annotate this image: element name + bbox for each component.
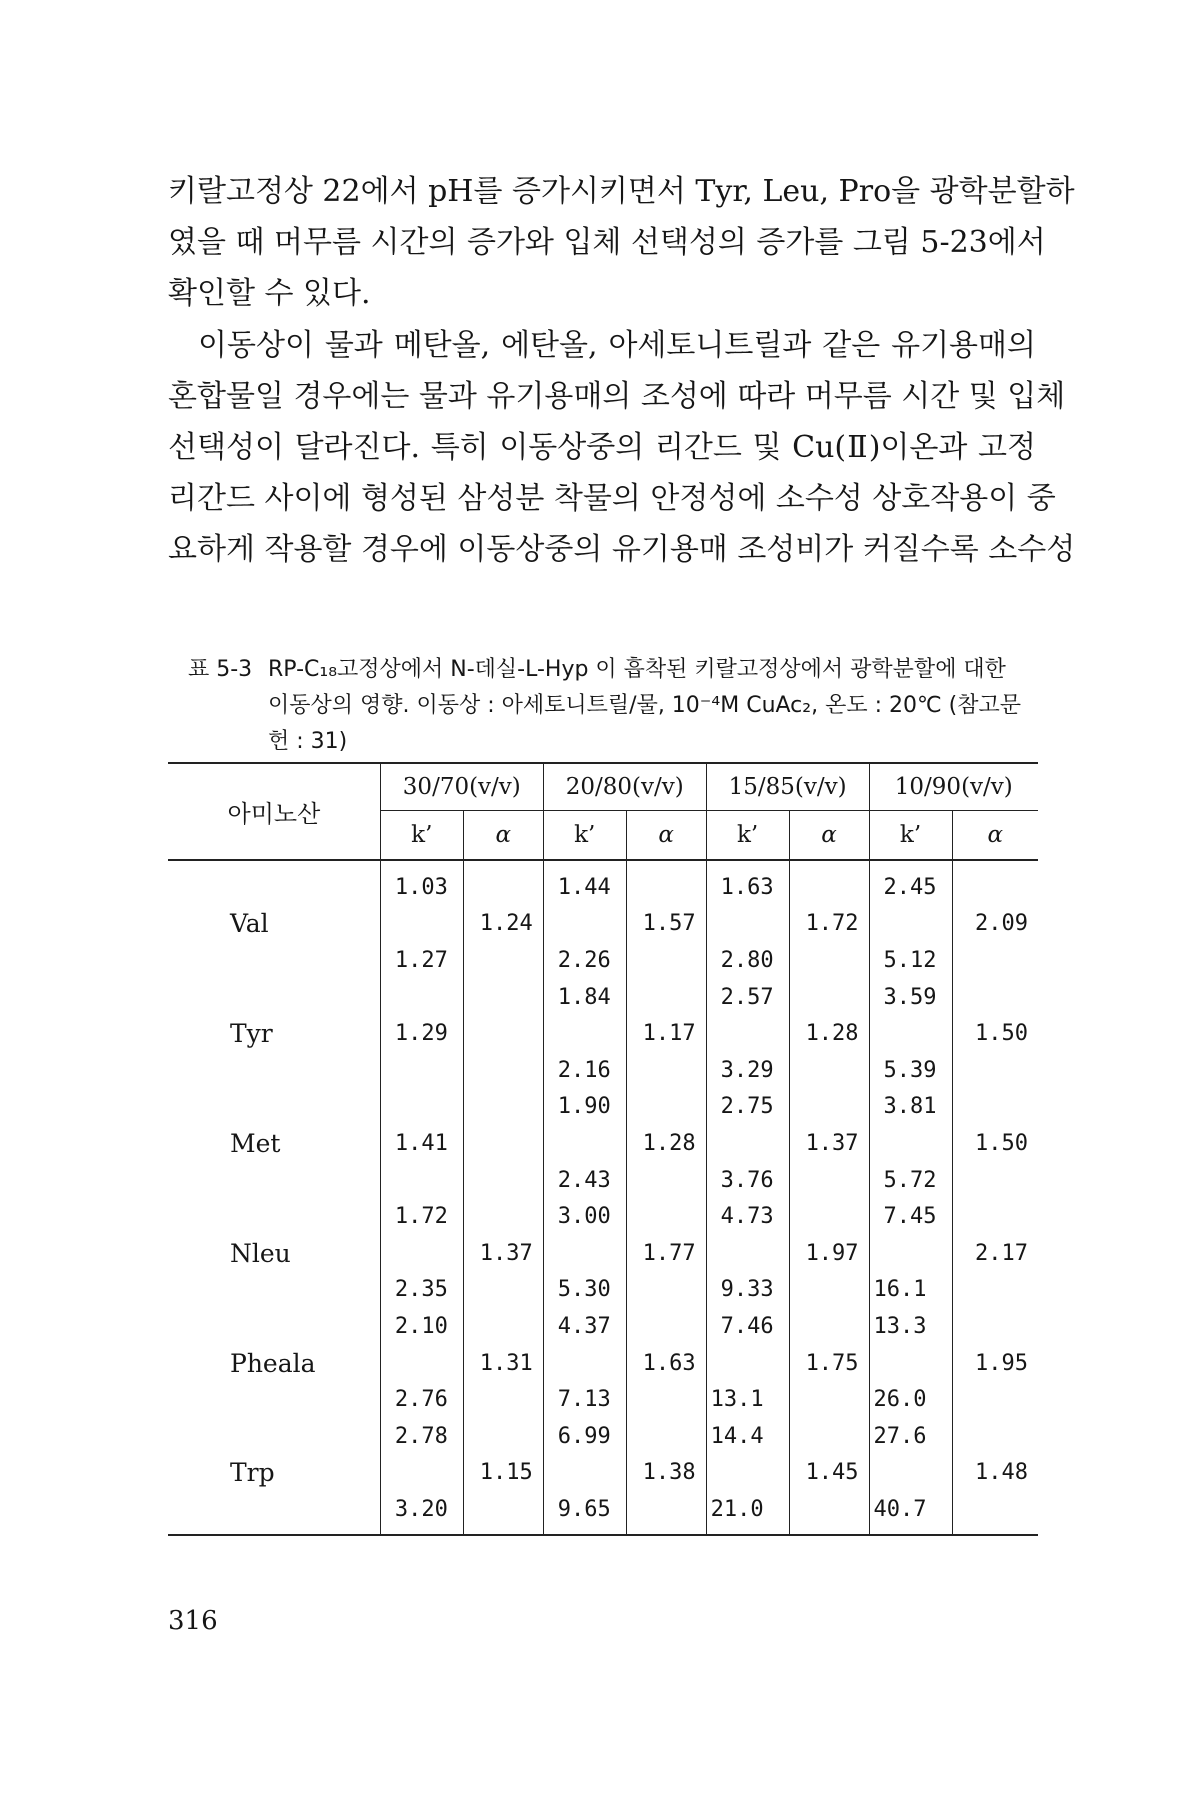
alpha-value-cell — [789, 1162, 869, 1199]
amino-acid-name — [168, 1272, 380, 1309]
alpha-value-cell — [952, 1418, 1038, 1455]
alpha-value-cell — [952, 979, 1038, 1016]
amino-acid-name — [168, 860, 380, 906]
alpha-header: α — [463, 811, 543, 861]
group-header: 10/90(v/v) — [869, 763, 1038, 811]
alpha-value-cell — [463, 942, 543, 979]
k-value-cell: 3.20 — [380, 1491, 463, 1535]
alpha-value-cell — [952, 1198, 1038, 1235]
text-line: 혼합물일 경우에는 물과 유기용매의 조성에 따라 머무름 시간 및 입체 — [168, 379, 1066, 414]
alpha-value-cell: 1.63 — [626, 1345, 706, 1382]
alpha-value-cell — [789, 1052, 869, 1089]
alpha-value-cell — [626, 1381, 706, 1418]
k-header: k’ — [706, 811, 789, 861]
alpha-value-cell — [463, 1198, 543, 1235]
k-value-cell — [869, 1345, 952, 1382]
alpha-value-cell: 1.72 — [789, 906, 869, 943]
text-line: 확인할 수 있다. — [168, 276, 371, 311]
alpha-value-cell — [626, 1089, 706, 1126]
alpha-value-cell — [789, 942, 869, 979]
k-value-cell: 6.99 — [543, 1418, 626, 1455]
alpha-value-cell — [626, 942, 706, 979]
alpha-value-cell — [626, 1272, 706, 1309]
amino-acid-header: 아미노산 — [168, 763, 380, 860]
alpha-value-cell — [463, 1381, 543, 1418]
alpha-value-cell: 2.09 — [952, 906, 1038, 943]
amino-acid-name — [168, 979, 380, 1016]
k-value-cell: 4.37 — [543, 1308, 626, 1345]
alpha-value-cell — [463, 1089, 543, 1126]
amino-acid-name: Trp — [230, 1458, 275, 1488]
alpha-value-cell: 1.28 — [789, 1015, 869, 1052]
table-row — [168, 1455, 1038, 1492]
caption-line: 이동상의 영향. 이동상 : 아세토니트릴/물, 10⁻⁴M CuAc₂, 온도 : 20℃ (참고문 — [268, 693, 1022, 718]
amino-acid-name — [168, 1491, 380, 1535]
alpha-value-cell — [626, 1308, 706, 1345]
k-value-cell: 13.3 — [869, 1308, 952, 1345]
k-value-cell — [543, 1235, 626, 1272]
table-row — [168, 1235, 1038, 1272]
k-value-cell: 26.0 — [869, 1381, 952, 1418]
table-row — [168, 860, 1038, 906]
k-value-cell: 21.0 — [706, 1491, 789, 1535]
k-value-cell: 2.10 — [380, 1308, 463, 1345]
alpha-value-cell — [463, 1015, 543, 1052]
k-value-cell — [380, 1235, 463, 1272]
k-value-cell: 1.27 — [380, 942, 463, 979]
amino-acid-name — [168, 942, 380, 979]
alpha-value-cell — [952, 1089, 1038, 1126]
alpha-value-cell: 1.50 — [952, 1015, 1038, 1052]
k-value-cell — [380, 1455, 463, 1492]
caption-line: RP-C₁₈고정상에서 N-데실-L-Hyp 이 흡착된 키랄고정상에서 광학분할에 대한 — [268, 657, 1006, 682]
k-value-cell: 3.81 — [869, 1089, 952, 1126]
k-value-cell: 2.80 — [706, 942, 789, 979]
table-body — [168, 860, 1038, 1535]
alpha-value-cell — [952, 942, 1038, 979]
k-value-cell: 2.78 — [380, 1418, 463, 1455]
amino-acid-name: Pheala — [230, 1348, 316, 1378]
alpha-value-cell — [463, 1491, 543, 1535]
alpha-value-cell: 1.48 — [952, 1455, 1038, 1492]
k-value-cell — [543, 1345, 626, 1382]
alpha-value-cell: 1.31 — [463, 1345, 543, 1382]
k-value-cell: 2.43 — [543, 1162, 626, 1199]
alpha-value-cell — [952, 1308, 1038, 1345]
alpha-value-cell: 1.24 — [463, 906, 543, 943]
alpha-value-cell — [952, 1272, 1038, 1309]
k-value-cell: 2.45 — [869, 860, 952, 906]
alpha-value-cell — [952, 860, 1038, 906]
k-value-cell: 5.30 — [543, 1272, 626, 1309]
k-value-cell: 7.46 — [706, 1308, 789, 1345]
table-row — [168, 1272, 1038, 1309]
k-value-cell: 9.33 — [706, 1272, 789, 1309]
text-line: 리간드 사이에 형성된 삼성분 착물의 안정성에 소수성 상호작용이 중 — [168, 481, 1056, 516]
k-value-cell — [543, 1015, 626, 1052]
k-value-cell — [543, 1125, 626, 1162]
alpha-value-cell: 1.38 — [626, 1455, 706, 1492]
alpha-value-cell — [626, 1491, 706, 1535]
k-value-cell — [706, 1345, 789, 1382]
k-value-cell — [380, 1162, 463, 1199]
group-header: 20/80(v/v) — [543, 763, 706, 811]
alpha-value-cell: 1.45 — [789, 1455, 869, 1492]
k-value-cell: 3.00 — [543, 1198, 626, 1235]
k-value-cell — [706, 1455, 789, 1492]
k-value-cell — [380, 1345, 463, 1382]
k-header: k’ — [543, 811, 626, 861]
k-value-cell — [706, 906, 789, 943]
caption-text — [268, 652, 1038, 760]
alpha-value-cell — [952, 1491, 1038, 1535]
amino-acid-name: Tyr — [230, 1019, 273, 1049]
k-value-cell: 13.1 — [706, 1381, 789, 1418]
k-value-cell: 9.65 — [543, 1491, 626, 1535]
text-line: 요하게 작용할 경우에 이동상중의 유기용매 조성비가 커질수록 소수성 — [168, 532, 1076, 567]
alpha-header: α — [789, 811, 869, 861]
k-header: k’ — [869, 811, 952, 861]
k-value-cell: 1.41 — [380, 1125, 463, 1162]
table-row — [168, 942, 1038, 979]
k-value-cell: 3.59 — [869, 979, 952, 1016]
alpha-header: α — [952, 811, 1038, 861]
amino-acid-name — [168, 1418, 380, 1455]
table-row — [168, 1345, 1038, 1382]
group-header: 15/85(v/v) — [706, 763, 869, 811]
alpha-value-cell: 1.37 — [463, 1235, 543, 1272]
k-value-cell — [706, 1235, 789, 1272]
alpha-value-cell: 1.97 — [789, 1235, 869, 1272]
alpha-value-cell — [789, 979, 869, 1016]
amino-acid-name — [168, 1308, 380, 1345]
k-value-cell: 7.13 — [543, 1381, 626, 1418]
k-value-cell — [380, 979, 463, 1016]
alpha-header: α — [626, 811, 706, 861]
alpha-value-cell — [463, 1308, 543, 1345]
k-value-cell — [543, 1455, 626, 1492]
k-value-cell — [869, 1125, 952, 1162]
alpha-value-cell: 1.77 — [626, 1235, 706, 1272]
k-value-cell — [706, 1015, 789, 1052]
table-row — [168, 1381, 1038, 1418]
table-row — [168, 1015, 1038, 1052]
alpha-value-cell — [463, 860, 543, 906]
alpha-value-cell — [463, 1272, 543, 1309]
amino-acid-name — [168, 1089, 380, 1126]
paragraph-2 — [168, 320, 1076, 575]
alpha-value-cell — [626, 979, 706, 1016]
page-number: 316 — [168, 1606, 218, 1636]
k-value-cell: 1.90 — [543, 1089, 626, 1126]
data-table — [168, 762, 1038, 1536]
alpha-value-cell — [626, 1418, 706, 1455]
alpha-value-cell — [789, 1198, 869, 1235]
k-value-cell: 4.73 — [706, 1198, 789, 1235]
table-row — [168, 1052, 1038, 1089]
amino-acid-name: Nleu — [230, 1238, 291, 1268]
alpha-value-cell — [952, 1052, 1038, 1089]
table-row — [168, 1198, 1038, 1235]
amino-acid-name — [168, 1381, 380, 1418]
alpha-value-cell — [789, 1491, 869, 1535]
alpha-value-cell — [789, 1272, 869, 1309]
k-value-cell: 5.72 — [869, 1162, 952, 1199]
alpha-value-cell: 1.28 — [626, 1125, 706, 1162]
k-value-cell: 5.12 — [869, 942, 952, 979]
alpha-value-cell: 1.37 — [789, 1125, 869, 1162]
text-line: 키랄고정상 22에서 pH를 증가시키면서 Tyr, Leu, Pro을 광학분할하 — [168, 174, 1075, 209]
table-row — [168, 906, 1038, 943]
k-value-cell: 2.26 — [543, 942, 626, 979]
table-row — [168, 979, 1038, 1016]
k-value-cell: 3.76 — [706, 1162, 789, 1199]
alpha-value-cell — [463, 1125, 543, 1162]
amino-acid-name — [168, 1162, 380, 1199]
alpha-value-cell — [463, 979, 543, 1016]
table-row — [168, 1162, 1038, 1199]
k-value-cell — [869, 1015, 952, 1052]
alpha-value-cell — [952, 1162, 1038, 1199]
table-row — [168, 1491, 1038, 1535]
alpha-value-cell — [463, 1052, 543, 1089]
text-line: 였을 때 머무름 시간의 증가와 입체 선택성의 증가를 그림 5-23에서 — [168, 225, 1046, 260]
k-value-cell: 40.7 — [869, 1491, 952, 1535]
k-value-cell: 5.39 — [869, 1052, 952, 1089]
amino-acid-name — [168, 1198, 380, 1235]
table-row — [168, 1418, 1038, 1455]
k-value-cell — [380, 906, 463, 943]
k-value-cell: 2.35 — [380, 1272, 463, 1309]
k-value-cell: 3.29 — [706, 1052, 789, 1089]
k-header: k’ — [380, 811, 463, 861]
k-value-cell — [869, 1455, 952, 1492]
alpha-value-cell — [952, 1381, 1038, 1418]
alpha-value-cell: 1.75 — [789, 1345, 869, 1382]
k-value-cell: 1.84 — [543, 979, 626, 1016]
k-value-cell: 2.16 — [543, 1052, 626, 1089]
k-value-cell — [869, 906, 952, 943]
k-value-cell — [543, 906, 626, 943]
alpha-value-cell: 1.57 — [626, 906, 706, 943]
alpha-value-cell: 1.50 — [952, 1125, 1038, 1162]
alpha-value-cell — [626, 1052, 706, 1089]
alpha-value-cell: 2.17 — [952, 1235, 1038, 1272]
k-value-cell: 2.75 — [706, 1089, 789, 1126]
k-value-cell: 1.03 — [380, 860, 463, 906]
alpha-value-cell — [463, 1162, 543, 1199]
table-row — [168, 1089, 1038, 1126]
k-value-cell: 1.44 — [543, 860, 626, 906]
alpha-value-cell — [626, 1162, 706, 1199]
table-number: 표 5-3 — [188, 657, 253, 682]
k-value-cell — [380, 1089, 463, 1126]
alpha-value-cell: 1.15 — [463, 1455, 543, 1492]
alpha-value-cell: 1.95 — [952, 1345, 1038, 1382]
table-row — [168, 1125, 1038, 1162]
k-value-cell — [706, 1125, 789, 1162]
k-value-cell: 2.57 — [706, 979, 789, 1016]
group-header: 30/70(v/v) — [380, 763, 543, 811]
amino-acid-name: Met — [230, 1128, 281, 1158]
k-value-cell — [380, 1052, 463, 1089]
amino-acid-name: Val — [230, 909, 269, 939]
table-row — [168, 1308, 1038, 1345]
paragraph-1 — [168, 166, 1075, 319]
k-value-cell: 27.6 — [869, 1418, 952, 1455]
caption-line: 헌 : 31) — [268, 729, 348, 754]
text-line: 선택성이 달라진다. 특히 이동상중의 리간드 및 Cu(Ⅱ)이온과 고정 — [168, 430, 1036, 465]
alpha-value-cell — [789, 1308, 869, 1345]
k-value-cell — [869, 1235, 952, 1272]
k-value-cell: 16.1 — [869, 1272, 952, 1309]
alpha-value-cell — [789, 1418, 869, 1455]
k-value-cell: 14.4 — [706, 1418, 789, 1455]
k-value-cell: 1.63 — [706, 860, 789, 906]
alpha-value-cell — [626, 860, 706, 906]
alpha-value-cell — [626, 1198, 706, 1235]
alpha-value-cell — [789, 1381, 869, 1418]
k-value-cell: 2.76 — [380, 1381, 463, 1418]
alpha-value-cell: 1.17 — [626, 1015, 706, 1052]
alpha-value-cell — [789, 1089, 869, 1126]
k-value-cell: 7.45 — [869, 1198, 952, 1235]
alpha-value-cell — [789, 860, 869, 906]
alpha-value-cell — [463, 1418, 543, 1455]
k-value-cell: 1.29 — [380, 1015, 463, 1052]
text-line: 이동상이 물과 메탄올, 에탄올, 아세토니트릴과 같은 유기용매의 — [198, 328, 1036, 363]
amino-acid-name — [168, 1052, 380, 1089]
k-value-cell: 1.72 — [380, 1198, 463, 1235]
